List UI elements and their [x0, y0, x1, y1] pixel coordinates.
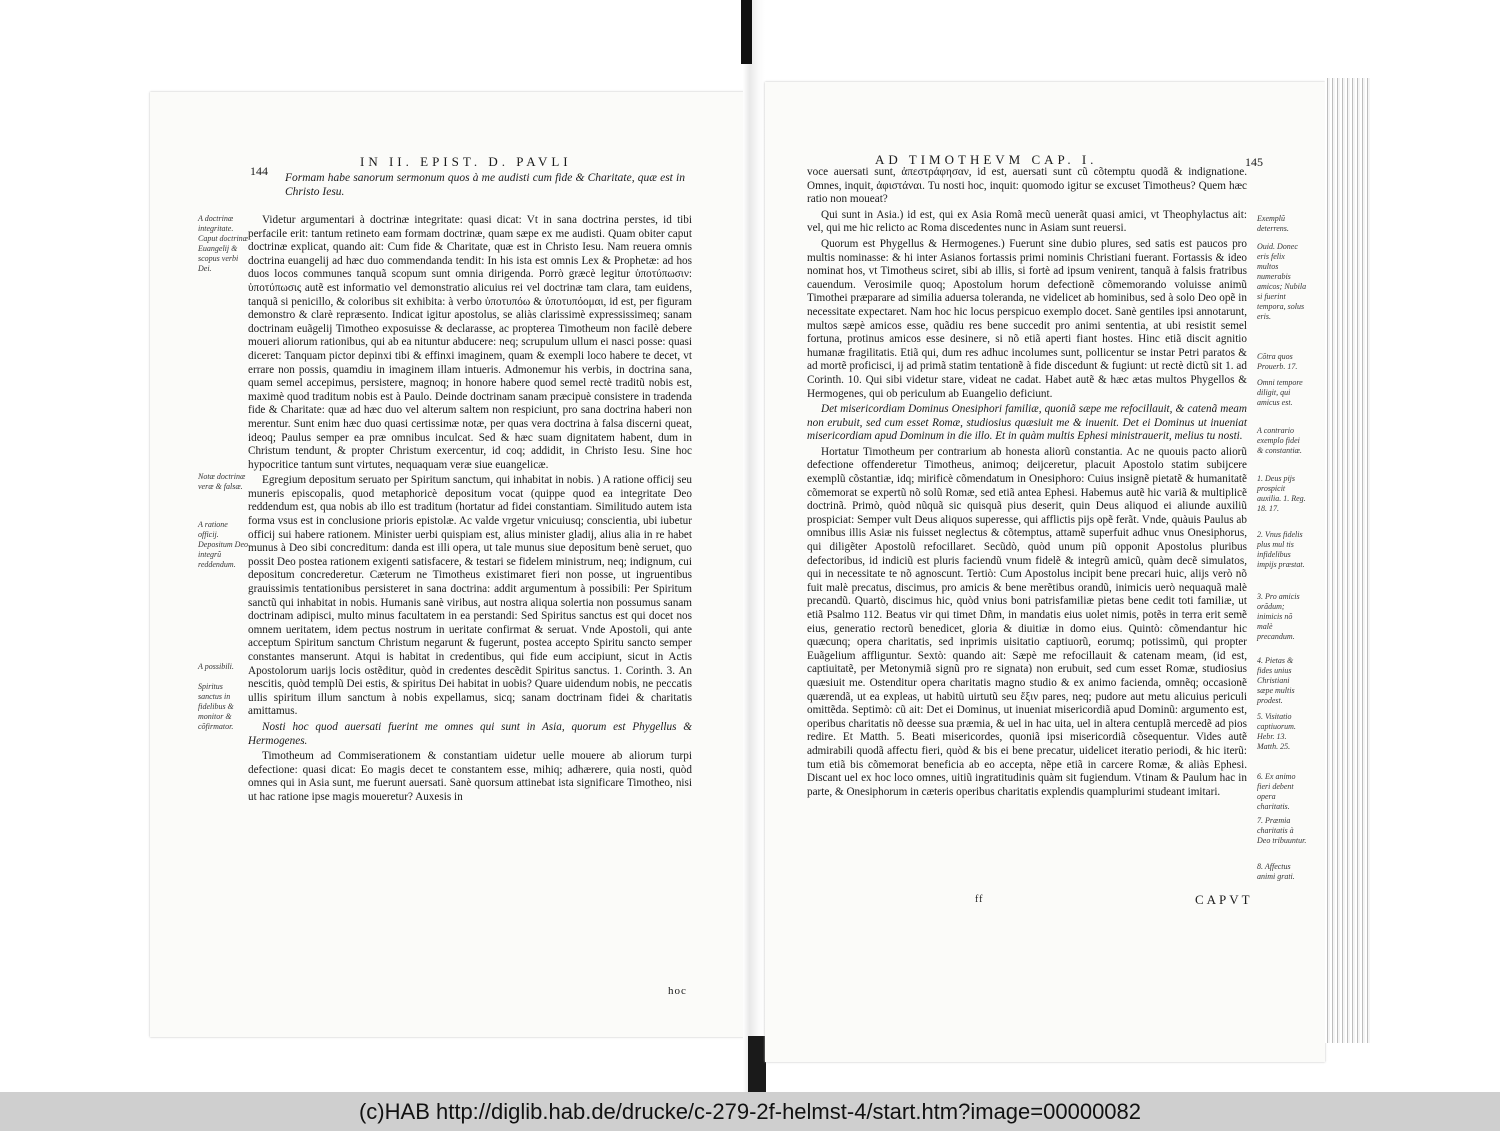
- left-page: [150, 92, 750, 1037]
- left-catchword: hoc: [668, 985, 687, 997]
- attribution-footer: [0, 1092, 1500, 1131]
- left-lemma-2: Nosti hoc quod auersati fuerint me omnes qui sunt in Asia, quorum est Phygellus & Hermogenes.: [248, 720, 692, 747]
- left-body: [248, 214, 692, 807]
- right-paragraph-4: Hortatur Timotheum per contrarium ab honesta aliorũ constantia. Ac ne quouis pacto aliorũ defectione offenderetur Timotheus, animoq; deijceretur, placuit Apostolo statim subijcere exemplũ cõstantiæ, idq; mirificè cõmendatum in Onesiphoro: Cuius insignẽ pietatẽ & humanitatẽ cõmemorat se expertũ nõ solũ Romæ, sed etiã antea Ephesi. Habemus autẽ hic variã & multiplicẽ doctrinã. Primò, quòd nũquã sic quisquã pius deserit, quin Deus aliquod ei aliunde auxiliũ prospiciat: Semper vult Deus aliquos superesse, qui afflictis pijs opẽ ferãt. Vnde, quàuis Paulus ab omnibus illis Asiæ nis fuisset neglectus & cõtemptus, attamẽ superfuit adhuc vnus Onesiphorus, qui diligẽter Apostolũ refocillaret. Secũdò, quòd unum piũ opponit Apostolus pluribus defectoribus, id indiciũ est pluris faciendũ vnum fidelẽ & integrũ amicũ, quàm decẽ simulatos, qui in necessitate te nõ agnoscunt. Tertiò: Cum Apostolus incipit bene precari huic, alijs verò nõ fuit malè precatus, discimus, pro amicis & bene merẽtibus orandũ, inimicis uerò nequaquã malè precandũ. Quartò, discimus hic, quòd vnius boni patrisfamiliæ pietas bene cedit toti familiæ, ut etiã Psalmo 112. Beatus vir qui timet Dñm, in mandatis eius uolet nimis, potẽs in terra erit semẽ eius, generatio rectorũ benedicet, gloria & diuitiæ in domo eius. Quintò: cõmendantur hic quæcunq; opera charitatis, sed inprimis uisitatio captiuorũ, eorumq; potissimũ, qui propter Euãgelium affliguntur. Sextò: quando ait: Sæpè me refocillauit & catenam meam, (id est, captiuitatẽ, per Metonymiã signũ pro re signata) non erubuit, sed cum esset Romæ, studiosius quæsiuit me. Ostenditur opera charitatis magno studio & ex animo facienda, omnẽq; occasionẽ quærendã, ut ea expleas, ut habitũ uirtutũ seu ἕξιν pares, neq; pudore aut metu alicuius periculi omittẽda. Septimò: cũ ait: Det ei Dominus, ut inueniat misericordiã apud Dominũ: argumento est, operibus charitatis nõ deesse sua præmia, & uel in hac uita, uel in altera centuplã mercedẽ ad pios redire. Et Matth. 5. Beati misericordes, quoniã ipsi misericordiã cõsequentur. Vides autẽ admirabili quodã affectu fieri, quòd & bis ei bene precatur, uidelicet iteratio periodi, & hic iterũ: tum etiã bis cõmemorat beneficia ab eo accepta, nẽpe etiã in carcere Romæ, & aliàs Ephesi. Discant uel ex hoc loco omnes, uitiũ ingratitudinis quàm sit fugiendum. Vtinam & Paulum hac in parte, & Onesiphorum in cæteris operibus charitatis explendis quamplurimi studeant imitari.: [807, 445, 1247, 798]
- book-clip-bottom: [748, 1036, 766, 1092]
- margin-note: 7. Præmia charitatis à Deo tribuuntur.: [1257, 816, 1307, 845]
- margin-note: Spiritus sanctus in fidelibus & monitor & cõfirmator.: [198, 682, 234, 731]
- margin-note: A possibili.: [198, 662, 234, 671]
- margin-note: Notæ doctrinæ veræ & falsæ.: [198, 472, 246, 491]
- margin-note: A ratione officij. Depositum Deo integrũ reddendum.: [198, 520, 248, 569]
- margin-note: Exemplũ deterrens.: [1257, 214, 1289, 233]
- margin-note: 1. Deus pijs prospicit auxilia. 1. Reg. 18. 17.: [1257, 474, 1306, 513]
- left-folio: 144: [250, 164, 268, 178]
- margin-note: Ouid. Donec eris felix multos numerabis amicos; Nubila si fuerint tempora, solus eris.: [1257, 242, 1307, 321]
- right-paragraph-2: Qui sunt in Asia.) id est, qui ex Asia Romã mecũ uenerãt quasi amici, vt Theophylactus ait: vel, qui me hic relicto ac Roma discedentes nunc in Asiam sunt reuersi.: [807, 208, 1247, 235]
- right-paragraph-1: voce auersati sunt, ἀπεστράφησαν, id est, auersati sunt cũ cõtemptu quodã & indignatione. Omnes, inquit, ἀφιστάναι. Tu nosti hoc, inquit: quomodo igitur se excuset Timotheus? Quem hæc ratio non moueat?: [807, 166, 1247, 206]
- page-edges: [1325, 78, 1370, 1043]
- right-catchword: CAPVT: [1195, 892, 1253, 907]
- left-lemma: Formam habe sanorum sermonum quos à me audisti cum fide & Charitate, quæ est in Christo Iesu.: [285, 172, 685, 198]
- right-folio: 145: [1245, 155, 1263, 169]
- margin-note: 6. Ex animo fieri debent opera charitatis.: [1257, 772, 1296, 811]
- margin-note: 4. Pietas & fides unius Christiani sæpe multis prodest.: [1257, 656, 1295, 705]
- margin-note: 8. Affectus animi grati.: [1257, 862, 1295, 881]
- margin-note: Omni tempore diligit, qui amicus est.: [1257, 378, 1303, 407]
- margin-note: A doctrinæ integritate. Caput doctrinæ Euangelij & scopus verbi Dei.: [198, 214, 249, 273]
- margin-note: A contrario exemplo fidei & constantiæ.: [1257, 426, 1302, 455]
- right-page: [765, 82, 1325, 1062]
- left-paragraph-3: Timotheum ad Commiserationem & constantiam uidetur uelle mouere ab aliorum turpi defectione: quasi dicat: Eo magis decet te constantem esse, mihiq; adhærere, quia nosti, quòd omnes qui in Asia sunt, me fuerunt auersati. Sanè quorsum attinebat ista significare Timotheo, nisi ut hac ratione ipse magis moueretur? Auxesis in: [248, 750, 692, 803]
- margin-note: 5. Visitatio captiuorum. Hebr. 13. Matth. 25.: [1257, 712, 1296, 751]
- margin-note: 2. Vnus fidelis plus mul tis infidelibus impijs præstat.: [1257, 530, 1305, 569]
- margin-note: Cõtra quos Prouerb. 17.: [1257, 352, 1298, 371]
- attribution-text: (c)HAB http://diglib.hab.de/drucke/c-279-2f-helmst-4/start.htm?image=00000082: [358, 1098, 1142, 1124]
- margin-note: 3. Pro amicis orãdum; inimicis nõ malè precandum.: [1257, 592, 1300, 641]
- left-paragraph-2: Egregium depositum seruato per Spiritum sanctum, qui inhabitat in nobis. ) A ratione officij seu muneris episcopalis, quod metaphoricè depositum vocat (quippe quod ea integritate Deo reddendum est, qua nobis ab illo est traditum (hortatur ad fidei constantiam. Similitudo autem ista forma vsus est in conclusione prioris epistolæ. Ac valde vrgetur vnicuiusq; conscientia, ubi iubetur officij sui habere rationem. Minister uerbi quispiam est, alius minister gladij, alius alia in re habet munus à Deo sibi concreditum: danda est illi opera, ut tale munus siue depositum benè seruet, quo possit Deo postea rationem exigenti satisfacere, & testari se fidelem ministrum, neq; indignum, cui depositum concrederetur. Cæterum ne Timotheus existimaret fieri non posse, ut ingruentibus grauissimis tentationibus persisteret in sana doctrina: addit argumentum à possibili: Per Spiritum sanctũ qui inhabitat in nobis. Humanis sanè viribus, aut nostra aliqua solertia non possumus sanam doctrinam adipisci, multo minus facultatem in ea perstandi: Sed Spiritus sanctus est qui docet nos omnem ueritatem, idem pectus nostrum in ueritate confirmat & seruat. Vnde Apostoli, qui ante acceptum Spiritum sanctum Christum negarunt & fugerunt, postea accepto Spiritu sancto semper constantes manserunt. Atqui is habitat in credentibus, qui fide eum accipiunt, sicut in Actis Apostolorum uarijs locis ostẽditur, quòd in credentes descẽdit Spiritus sanctus. 1. Corinth. 3. An nescitis, quòd templũ Dei estis, & spiritus Dei habitat in uobis? Quare uidendum nobis, ne peccatis ullis spiritum illum sanctum à nobis expellamus, sicq; sanam doctrinam fidei & charitatis amittamus.: [248, 474, 692, 718]
- right-lemma: Det misericordiam Dominus Onesiphori familiæ, quoniã sæpe me refocillauit, & catenã meam non erubuit, sed cum esset Romæ, studiosius quæsiuit me & inuenit. Det ei Dominus ut inueniat misericordiam apud Dominum in die illo. Et in quàm multis Ephesi ministrauerit, melius tu nosti.: [807, 403, 1247, 443]
- left-running-head: IN II. EPIST. D. PAVLI: [360, 154, 572, 169]
- right-running-head: AD TIMOTHEVM CAP. I.: [875, 152, 1098, 167]
- left-paragraph-1: Videtur argumentari à doctrinæ integritate: quasi dicat: Vt in sana doctrina perstes, id tibi perfacile erit: tantum retineto eam formam doctrinæ, quam sæpe ex me audisti. Quam obiter caput doctrinæ explicat, quando ait: Cum fide & Charitate, quæ est in Christo Iesu. Nam reuera omnis doctrina euangelij ad hæc duo commendanda tendit: In his ista est omnis Lex & Prophetæ: ad hos duos locos communes tanquã scopum sunt omnia dirigenda. Porrò græcè legitur ὑποτύπωσιν: ὑποτύπωσις autẽ est informatio vel demonstratio alicuius rei vel doctrinæ tam clara, tam euidens, tanquã si penicillo, & coloribus sit exhibita: à verbo ὑποτυπόω & ὑποτυπόομαι, id est, per figuram demonstro & clarè repræsento. Indicat igitur apostolus, se aliàs clarissimè expressissimeq; sanam doctrinam euãgelij Timotheo exposuisse & declarasse, ac propterea Timotheum non facilè debere moueri aliorum rationibus, qui ab ea nituntur abducere: neq; scrupulum ullum ei nasci posse: quasi diceret: Tanquam pictor depinxi tibi & effinxi imaginem, quam & exempli loco habere te decet, vt errare non possis, quamdiu in imaginem illam intueris. Admonemur his verbis, in doctrina sana, quam semel accepimus, persistere, magnoq; in honore habere quod semel rectè traditũ nobis est, maximè quod traditum nobis est à Paulo. Deinde doctrinam sanam præcipuè consistere in tradenda fide & Charitate: quæ ad hæc duo vel alterum saltem non respiciunt, pro sana doctrina haberi non merentur. Sunt enim hæc duo quasi certissimæ notæ, per quas vera doctrina à falsa discerni queat, ideoq; Paulus semper ea præ omnibus inculcat. Sed & hæc suam dignitatem habent, dum in Christum tendunt, & propter Christum exercentur, id coq; addidit, in Christo Iesu. Sine hoc hypocritice tantum sunt virtutes, nequaquam veræ siue euangelicæ.: [248, 214, 692, 471]
- right-paragraph-3: Quorum est Phygellus & Hermogenes.) Fuerunt sine dubio plures, sed satis est paucos pro multis nominasse: & hi inter Asianos fortassis primi nominis Christiani fuerant. Fortassis & ideo nominat hos, vt Timotheus sciret, sibi ab illis, si fortè ad ipsum venirent, tanquã à falsis fratribus cauendum. Verosimile quoq; Apostolum horum defectionẽ cõmemorando voluisse animũ Timothei præparare ad similia aduersa toleranda, ne videlicet ab hominibus, sed à solo Deo opẽ in necessitate expectaret. Nam hoc hic locus perspicuo exemplo docet. Sanè gentiles ipsi annotarunt, multos sæpè amicos esse, quãdiu res bene succedit pro animi sententia, at ubi resistit semel fortuna, protinus amicos esse desinere, si nõ etiã aperti fiant hostes. Hinc etiã discit agnitio humanæ fragilitatis. Etiã qui, dum res adhuc incolumes sunt, pollicentur se instar Petri paratos & ad mortẽ proficisci, ij ad primã statim tentationẽ à fide discedunt & fugiunt: ut rectè dictũ sit 1. ad Corinth. 10. Qui sibi videtur stare, videat ne cadat. Habet autẽ & hæc ætas multos Phygellos & Hermogenes, qui ob periculum ab Euangelio deficiunt.: [807, 237, 1247, 400]
- book-gutter: [743, 0, 765, 1092]
- right-signature: ff: [975, 894, 984, 905]
- right-body: [807, 166, 1247, 801]
- book-clip-top: [741, 0, 752, 64]
